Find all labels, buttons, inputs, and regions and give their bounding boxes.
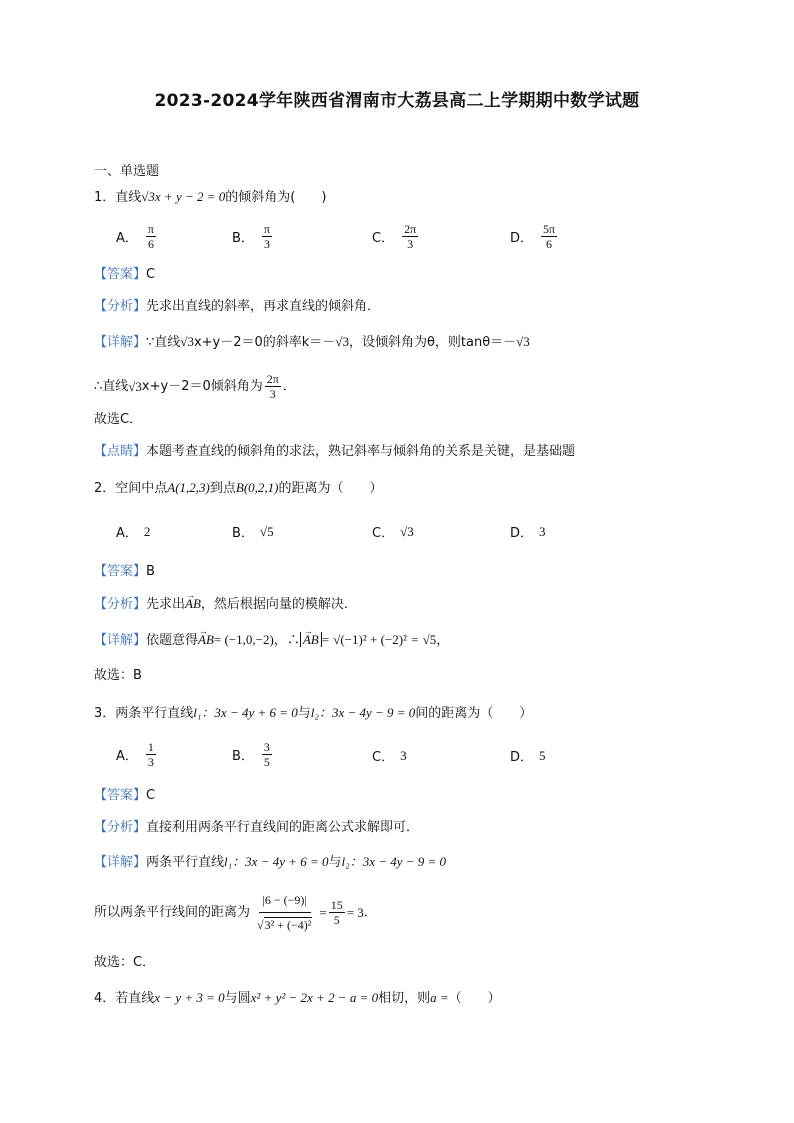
detail-text: x+y－2＝0的斜率k＝－ — [193, 335, 336, 350]
fraction-denominator: 3 — [147, 755, 154, 769]
fraction-denominator: 3 — [269, 387, 276, 401]
q3-conclusion: 故选：C． — [94, 955, 156, 970]
radicand: (−1)² + (−2)² — [340, 632, 407, 647]
q4-suffix: 相切，则 — [378, 991, 431, 1006]
line-l2: l₂： — [341, 854, 363, 869]
q3-option-b — [232, 740, 274, 769]
fraction-numerator: |6 − (−9)| — [259, 890, 311, 913]
detail-math: = — [321, 632, 330, 647]
question-4 — [94, 988, 501, 1009]
q4-prefix: 4．若直线 — [94, 991, 155, 1006]
radicand: 5 — [429, 632, 437, 647]
q1-detail-2 — [94, 372, 296, 401]
comment-text: 本题考查直线的倾斜角的求法，熟记斜率与倾斜角的关系是关键，是基础题 — [146, 444, 576, 459]
fraction — [402, 222, 418, 251]
q2-answer — [94, 562, 155, 582]
option-label: B． — [232, 231, 254, 246]
equals-sign: = — [319, 904, 327, 920]
equation-line: x − y + 3 = 0 — [154, 990, 225, 1005]
q3-answer — [94, 786, 155, 806]
fraction-numerator: 2π — [266, 372, 279, 386]
equation-l2: 3x − 4y − 9 = 0 — [331, 705, 416, 720]
vector-ab: → AB — [185, 594, 201, 614]
fraction-denominator: 6 — [147, 237, 154, 251]
sqrt-expression: √5 — [259, 523, 274, 539]
analysis-text: 先求出直线的斜率，再求直线的倾斜角． — [146, 299, 381, 314]
option-value: 2 — [143, 523, 151, 539]
option-label: D． — [510, 750, 534, 765]
detail-tag: 【详解】 — [94, 633, 147, 648]
option-label: D． — [510, 231, 534, 246]
question-2 — [94, 478, 383, 499]
option-label: B． — [232, 749, 254, 764]
vector-ab: → AB — [303, 630, 319, 650]
fraction-denominator: 3 — [407, 237, 414, 251]
q1-equation: √3x + y − 2 = 0 — [141, 189, 226, 204]
q2-conclusion: 故选：B — [94, 668, 142, 683]
line-l2: l₂： — [310, 705, 332, 720]
q1-detail — [94, 332, 530, 353]
equation-l1: 3x − 4y + 6 = 0 — [245, 854, 329, 869]
comment-tag: 【点睛】 — [94, 444, 147, 459]
answer-tag: 【答案】 — [94, 267, 147, 282]
fraction-numerator: 3 — [263, 740, 270, 754]
sqrt-expression: √(−1)² + (−2)² — [333, 632, 407, 647]
detail-text: 两条平行直线 — [146, 855, 225, 870]
fraction — [146, 740, 156, 769]
detail-text: ． — [282, 378, 296, 394]
q1-prefix: 1．直线 — [94, 190, 142, 205]
vector-ab: → AB — [198, 630, 214, 650]
detail-text: ， — [436, 633, 450, 648]
section-heading: 一、单选题 — [94, 164, 160, 179]
q1-suffix: 的倾斜角为( ) — [225, 190, 327, 205]
equation-l2: 3x − 4y − 9 = 0 — [362, 854, 447, 869]
fraction-denominator: 3 — [263, 237, 270, 251]
q1-answer — [94, 265, 155, 285]
detail-tag: 【详解】 — [94, 855, 147, 870]
option-label: B． — [232, 526, 254, 541]
equation-l1: 3x − 4y + 6 = 0 — [214, 705, 298, 720]
q2-prefix: 2．空间中点 — [94, 481, 168, 496]
q2-option-d — [510, 522, 546, 541]
q1-option-b — [232, 222, 274, 251]
q4-mid: 与圆 — [224, 991, 251, 1006]
option-value: 5 — [267, 523, 274, 539]
q1-conclusion: 故选C． — [94, 412, 143, 427]
q3-detail — [94, 852, 446, 873]
result: = 3 — [346, 904, 364, 920]
equation-circle: x² + y² − 2x + 2 − a = 0 — [250, 990, 379, 1005]
fraction — [146, 222, 156, 251]
fraction-numerator: 5π — [543, 222, 556, 236]
answer-value: B — [146, 564, 155, 579]
fraction-numerator: π — [263, 222, 270, 236]
q1-comment — [94, 442, 575, 462]
detail-math: = — [411, 632, 419, 647]
line-l1: l₁： — [193, 705, 215, 720]
fraction — [541, 222, 557, 251]
analysis-tag: 【分析】 — [94, 597, 147, 612]
sqrt-expression: √3 — [335, 334, 349, 349]
option-value: 5 — [539, 747, 546, 763]
detail-text: ∵直线 — [146, 335, 181, 350]
q2-option-b — [232, 522, 274, 541]
detail-tag: 【详解】 — [94, 335, 147, 350]
q2-suffix: 的距离为（ ） — [278, 481, 383, 496]
option-label: A． — [116, 231, 138, 246]
point-a: A(1,2,3) — [167, 480, 210, 495]
answer-tag: 【答案】 — [94, 564, 147, 579]
fraction-numerator: 2π — [404, 222, 417, 236]
q2-mid: 到点 — [209, 481, 236, 496]
analysis-text: 直接利用两条平行直线间的距离公式求解即可． — [146, 820, 420, 835]
sqrt-expression: √3 — [516, 334, 530, 349]
q2-option-c — [372, 522, 414, 541]
detail-text: 依题意得 — [146, 633, 199, 648]
option-value: 3 — [539, 523, 546, 539]
fraction-numerator: 15 — [330, 898, 343, 912]
option-value: 3 — [400, 747, 407, 763]
q3-prefix: 3．两条平行直线 — [94, 706, 194, 721]
fraction — [262, 222, 272, 251]
analysis-text: ，然后根据向量的模解决. — [200, 597, 349, 612]
q3-suffix: 间的距离为（ ） — [415, 706, 533, 721]
detail-math: = (−1,0,−2)，∴ — [213, 632, 300, 647]
option-label: C． — [372, 526, 395, 541]
variable-a: a = — [430, 990, 449, 1005]
q2-option-a — [116, 522, 150, 541]
question-3 — [94, 703, 532, 724]
fraction — [262, 740, 272, 769]
point-b: B(0,2,1) — [235, 480, 279, 495]
q2-detail — [94, 630, 449, 651]
q2-analysis — [94, 594, 348, 615]
answer-value: C — [146, 267, 156, 282]
q1-option-c — [372, 222, 420, 251]
fraction-denominator: 5 — [263, 755, 270, 769]
vector-magnitude — [300, 632, 322, 647]
fraction-denominator: √3² + (−4)² — [257, 918, 312, 932]
sqrt-expression: √3 — [180, 334, 194, 349]
option-label: C． — [372, 231, 395, 246]
sqrt-expression: √3 — [400, 523, 414, 539]
q1-analysis — [94, 297, 380, 317]
option-value: 3 — [407, 523, 414, 539]
q3-distance — [94, 890, 377, 935]
detail-text: x+y－2＝0倾斜角为 — [141, 378, 263, 394]
fraction — [329, 898, 345, 927]
answer-value: C — [146, 788, 156, 803]
analysis-text: 先求出 — [146, 597, 186, 612]
q4-suffix: （ ） — [448, 991, 501, 1006]
answer-tag: 【答案】 — [94, 788, 147, 803]
fraction-denominator: 6 — [546, 237, 553, 251]
detail-text: 与 — [328, 855, 342, 870]
analysis-tag: 【分析】 — [94, 299, 147, 314]
q1-option-d — [510, 222, 559, 251]
q3-option-a — [116, 740, 158, 769]
fraction-numerator: 1 — [147, 740, 154, 754]
q3-option-c — [372, 746, 407, 765]
page-title: 2023-2024学年陕西省渭南市大荔县高二上学期期中数学试题 — [154, 91, 640, 111]
line-l1: l₁： — [224, 854, 246, 869]
option-label: C． — [372, 750, 395, 765]
option-label: D． — [510, 526, 534, 541]
detail-text: ，设倾斜角为θ，则tanθ＝－ — [348, 335, 517, 350]
analysis-tag: 【分析】 — [94, 820, 147, 835]
sqrt-expression: √5 — [422, 632, 437, 647]
detail-text: ． — [363, 904, 377, 920]
option-label: A． — [116, 749, 138, 764]
option-label: A． — [116, 526, 138, 541]
distance-fraction — [253, 890, 316, 935]
question-1 — [94, 187, 326, 208]
detail-text: ∴直线 — [94, 378, 129, 394]
q1-option-a — [116, 222, 158, 251]
fraction — [265, 372, 281, 401]
fraction-denominator: 5 — [333, 913, 340, 927]
radicand: 3² + (−4)² — [264, 918, 312, 932]
fraction-numerator: π — [147, 222, 154, 236]
q3-analysis — [94, 818, 419, 838]
detail-text: 所以两条平行线间的距离为 — [94, 904, 251, 920]
sqrt-expression: √3 — [128, 378, 142, 394]
q3-mid: 与 — [297, 706, 311, 721]
q3-option-d — [510, 746, 546, 765]
